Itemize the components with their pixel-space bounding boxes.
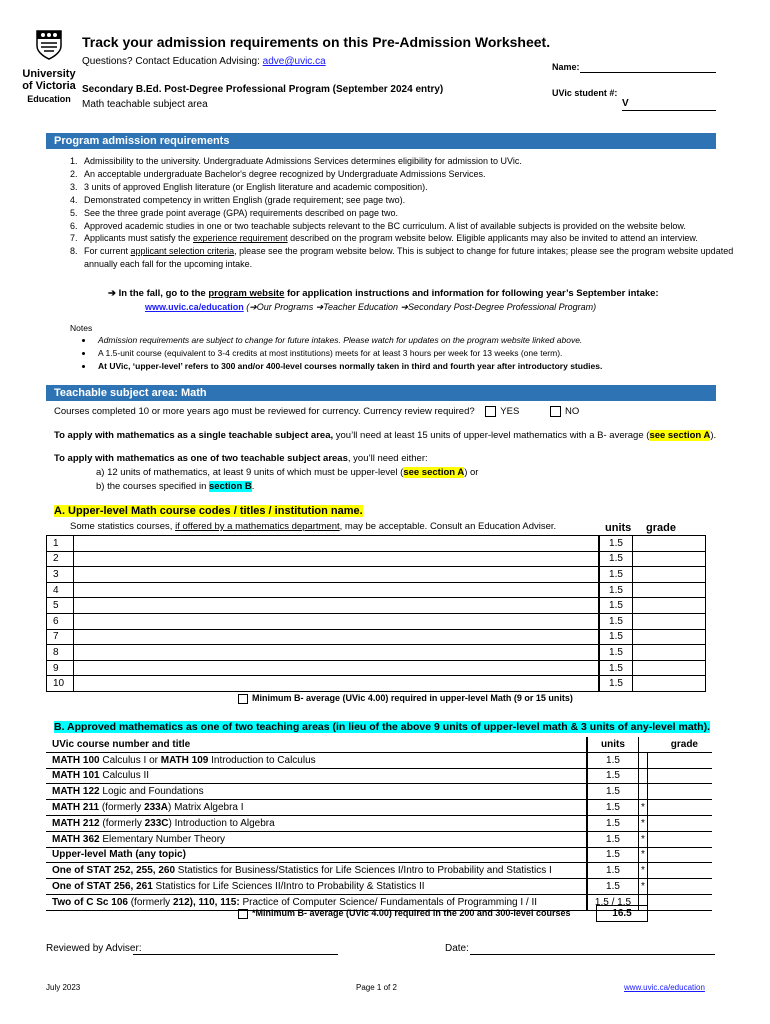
list-item: 2. An acceptable undergraduate Bachelor's degree recognized by Undergraduate Admissions Services.: [80, 168, 742, 181]
page-number: Page 1 of 2: [356, 983, 397, 992]
currency-line: Courses completed 10 or more years ago must be reviewed for currency. Currency review required? YES NO: [54, 406, 580, 418]
email-link[interactable]: adve@uvic.ca: [262, 56, 326, 67]
course-title-cell: MATH 212 (formerly 233C) Introduction to Algebra: [46, 815, 587, 831]
grade-entry-field[interactable]: [648, 815, 701, 831]
units-cell: 1.5: [599, 645, 633, 661]
units-cell: 1.5: [587, 863, 639, 879]
single-subject-line: To apply with mathematics as a single teachable subject area, you’ll need at least 15 units of upper-level mathematics with a B- average (see section A).: [54, 430, 717, 441]
list-item: 7. Applicants must satisfy the experience requirement described on the program website below. Eligible applicants may also be invited to attend an interview.: [80, 232, 742, 245]
course-title-cell: MATH 122 Logic and Foundations: [46, 784, 587, 800]
star-marker: [639, 784, 648, 800]
table-row: [47, 598, 706, 614]
row-number: 3: [47, 567, 74, 583]
footer-url-link[interactable]: www.uvic.ca/education: [624, 983, 705, 992]
table-row: [47, 582, 706, 598]
units-cell: 1.5: [599, 598, 633, 614]
grade-entry-field[interactable]: [648, 768, 701, 784]
units-cell: 1.5: [587, 752, 639, 768]
course-title-cell: One of STAT 256, 261 Statistics for Life Sciences II/Intro to Probability & Statistics II: [46, 879, 587, 895]
grade-entry-field[interactable]: [633, 629, 706, 645]
star-marker: *: [639, 863, 648, 879]
requirements-list: [52, 155, 742, 271]
grade-entry-field[interactable]: [633, 676, 706, 692]
course-title-cell: Upper-level Math (any topic): [46, 847, 587, 863]
grade-entry-field[interactable]: [648, 847, 701, 863]
minimum-a-checkbox[interactable]: [238, 694, 248, 704]
table-row: [46, 831, 712, 847]
grade-header: grade: [646, 522, 676, 534]
section-a-table: [46, 535, 706, 692]
units-cell: 1.5: [587, 784, 639, 800]
grade-entry-field[interactable]: [633, 567, 706, 583]
table-row: [46, 815, 712, 831]
row-number: 6: [47, 613, 74, 629]
program-website-link[interactable]: program website: [208, 288, 285, 299]
no-checkbox[interactable]: [550, 406, 561, 417]
row-number: 8: [47, 645, 74, 661]
star-marker: *: [639, 847, 648, 863]
course-entry-field[interactable]: [74, 629, 600, 645]
list-item: • At UVic, ‘upper-level’ refers to 300 and/or 400-level courses normally taken in third and fourth year after introductory studies.: [94, 360, 714, 373]
units-cell: 1.5: [599, 551, 633, 567]
table-header-row: [46, 737, 712, 752]
section-a-heading: A. Upper-level Math course codes / titles / institution name.: [54, 505, 363, 517]
course-entry-field[interactable]: [74, 676, 600, 692]
units-cell: 1.5: [599, 582, 633, 598]
row-number: 5: [47, 598, 74, 614]
admission-heading: Program admission requirements: [46, 133, 716, 149]
option-a-line: a) 12 units of mathematics, at least 9 units of which must be upper-level (see section A) or: [96, 467, 479, 478]
course-column-header: UVic course number and title: [46, 737, 587, 752]
course-title-cell: MATH 100 Calculus I or MATH 109 Introduction to Calculus: [46, 752, 587, 768]
table-row: [46, 752, 712, 768]
grade-entry-field[interactable]: [648, 831, 701, 847]
units-cell: 1.5: [599, 567, 633, 583]
list-item: 8. For current applicant selection criteria, please see the program website below. This is subject to change for future intakes; please see the program website updated annually each fall for the upcoming intake.: [80, 245, 742, 271]
table-row: [46, 800, 712, 816]
course-entry-field[interactable]: [74, 613, 600, 629]
program-title: Secondary B.Ed. Post-Degree Professional Program (September 2024 entry): [82, 84, 444, 95]
table-row: [46, 768, 712, 784]
grade-entry-field[interactable]: [648, 784, 701, 800]
grade-entry-field[interactable]: [633, 582, 706, 598]
units-cell: 1.5: [587, 815, 639, 831]
table-row: [47, 613, 706, 629]
table-row: [46, 863, 712, 879]
units-cell: 1.5: [587, 831, 639, 847]
units-cell: 1.5: [587, 800, 639, 816]
course-entry-field[interactable]: [74, 598, 600, 614]
logo-line1: University: [22, 68, 76, 80]
table-row: [47, 551, 706, 567]
version-date: July 2023: [46, 983, 81, 992]
units-cell: 1.5: [599, 660, 633, 676]
notes-list: [70, 334, 714, 373]
section-a-note: Some statistics courses, if offered by a mathematics department, may be acceptable. Consult an Education Adviser.: [70, 521, 557, 532]
table-row: [47, 567, 706, 583]
minimum-b-checkbox[interactable]: [238, 909, 248, 919]
course-entry-field[interactable]: [74, 660, 600, 676]
questions-line: [82, 56, 326, 67]
list-item: 1. Admissibility to the university. Undergraduate Admissions Services determines eligibility for admission to UVic.: [80, 155, 742, 168]
table-row: [47, 645, 706, 661]
grade-entry-field[interactable]: [633, 598, 706, 614]
date-label: Date:: [445, 943, 469, 954]
section-b-heading: B. Approved mathematics as one of two teaching areas (in lieu of the above 9 units of upper-level math & 3 units of any-level math).: [54, 721, 710, 733]
table-row: [46, 879, 712, 895]
name-label: Name:: [552, 62, 580, 72]
reviewed-by-field[interactable]: [133, 954, 338, 955]
units-cell: 1.5: [599, 676, 633, 692]
star-marker: *: [639, 831, 648, 847]
page-title: Track your admission requirements on this Pre-Admission Worksheet.: [82, 34, 551, 50]
course-title-cell: Two of C Sc 106 (formerly 212), 110, 115: Practice of Computer Science/ Fundamentals of Programming I / II: [46, 894, 587, 910]
course-entry-field[interactable]: [74, 567, 600, 583]
grade-entry-field[interactable]: [648, 752, 701, 768]
shield-icon: [36, 30, 62, 60]
grade-column-header: grade: [648, 737, 701, 752]
grade-entry-field[interactable]: [648, 800, 701, 816]
table-row: [47, 676, 706, 692]
student-number-field[interactable]: [622, 98, 716, 111]
list-item: 6. Approved academic studies in one or two teachable subjects relevant to the BC curriculum. A list of available subjects is provided on the website below.: [80, 220, 742, 233]
questions-text: Questions? Contact Education Advising:: [82, 56, 263, 67]
total-units: 16.5: [596, 905, 648, 922]
star-marker: [639, 752, 648, 768]
course-entry-field[interactable]: [74, 551, 600, 567]
experience-link[interactable]: experience requirement: [193, 233, 288, 244]
star-marker: [639, 768, 648, 784]
course-title-cell: MATH 101 Calculus II: [46, 768, 587, 784]
teachable-heading: Teachable subject area: Math: [46, 385, 716, 401]
units-cell: 1.5: [599, 613, 633, 629]
list-item: 3. 3 units of approved English literature (or English literature and academic composition).: [80, 181, 742, 194]
table-row: [46, 847, 712, 863]
yes-checkbox[interactable]: [485, 406, 496, 417]
units-cell: 1.5 / 1.5: [587, 894, 639, 910]
course-title-cell: One of STAT 252, 255, 260 Statistics for Business/Statistics for Life Sciences I/Intro to Probability and Statistics I: [46, 863, 587, 879]
course-title-cell: MATH 362 Elementary Number Theory: [46, 831, 587, 847]
list-item: • Admission requirements are subject to change for future intakes. Please watch for updates on the program website linked above.: [94, 334, 714, 347]
star-marker: *: [639, 815, 648, 831]
table-row: [47, 629, 706, 645]
grade-entry-field[interactable]: [648, 894, 701, 910]
units-cell: 1.5: [599, 629, 633, 645]
section-a-minimum: Minimum B- average (UVic 4.00) required in upper-level Math (9 or 15 units): [238, 693, 573, 704]
units-cell: 1.5: [587, 847, 639, 863]
logo-dept: Education: [27, 94, 71, 104]
units-header: units: [605, 522, 632, 534]
row-number: 10: [47, 676, 74, 692]
row-number: 2: [47, 551, 74, 567]
row-number: 7: [47, 629, 74, 645]
row-number: 9: [47, 660, 74, 676]
units-cell: 1.5: [587, 879, 639, 895]
table-row: [47, 536, 706, 552]
logo-line2: of Victoria: [22, 80, 76, 92]
option-b-line: b) the courses specified in section B.: [96, 481, 255, 492]
student-number-label: UVic student #:: [552, 88, 618, 98]
selection-criteria-link[interactable]: applicant selection criteria: [130, 246, 235, 257]
two-subject-line: To apply with mathematics as one of two teachable subject areas, you’ll need either:: [54, 453, 428, 464]
row-number: 4: [47, 582, 74, 598]
subject-subtitle: Math teachable subject area: [82, 99, 208, 110]
grade-entry-field[interactable]: [633, 660, 706, 676]
course-title-cell: MATH 211 (formerly 233A) Matrix Algebra I: [46, 800, 587, 816]
list-item: 4. Demonstrated competency in written English (grade requirement; see page two).: [80, 194, 742, 207]
grade-entry-field[interactable]: [633, 551, 706, 567]
star-marker: *: [639, 800, 648, 816]
grade-entry-field[interactable]: [633, 536, 706, 552]
table-row: [46, 784, 712, 800]
notes-label: Notes: [70, 323, 93, 333]
units-column-header: units: [587, 737, 639, 752]
yes-label: YES: [500, 406, 520, 418]
units-cell: 1.5: [599, 536, 633, 552]
table-row: [47, 660, 706, 676]
section-b-minimum: *Minimum B- average (UVic 4.00) required in the 200 and 300-level courses: [238, 908, 570, 919]
fall-instructions: ➔ In the fall, go to the program website for application instructions and information for following year’s September intake:: [108, 288, 659, 299]
row-number: 1: [47, 536, 74, 552]
units-cell: 1.5: [587, 768, 639, 784]
date-field[interactable]: [470, 954, 715, 955]
course-entry-field[interactable]: [74, 582, 600, 598]
student-number-value: V: [622, 98, 629, 109]
no-label: NO: [564, 406, 580, 418]
name-field[interactable]: [580, 72, 716, 73]
section-b-table: [46, 737, 712, 911]
grade-entry-field[interactable]: [648, 879, 701, 895]
list-item: • A 1.5-unit course (equivalent to 3-4 credits at most institutions) meets for at least 3 hours per week for 13 weeks (one term).: [94, 347, 714, 360]
grade-entry-field[interactable]: [633, 645, 706, 661]
course-entry-field[interactable]: [74, 645, 600, 661]
star-marker: *: [639, 879, 648, 895]
reviewed-by-label: Reviewed by Adviser:: [46, 943, 142, 954]
grade-entry-field[interactable]: [633, 613, 706, 629]
fall-url-line: www.uvic.ca/education (➔Our Programs ➔Teacher Education ➔Secondary Post-Degree Professional Program): [145, 302, 597, 312]
course-entry-field[interactable]: [74, 536, 600, 552]
list-item: 5. See the three grade point average (GPA) requirements described on page two.: [80, 207, 742, 220]
grade-entry-field[interactable]: [648, 863, 701, 879]
uvic-logo: [18, 30, 80, 104]
uvic-education-link[interactable]: www.uvic.ca/education: [145, 302, 244, 312]
